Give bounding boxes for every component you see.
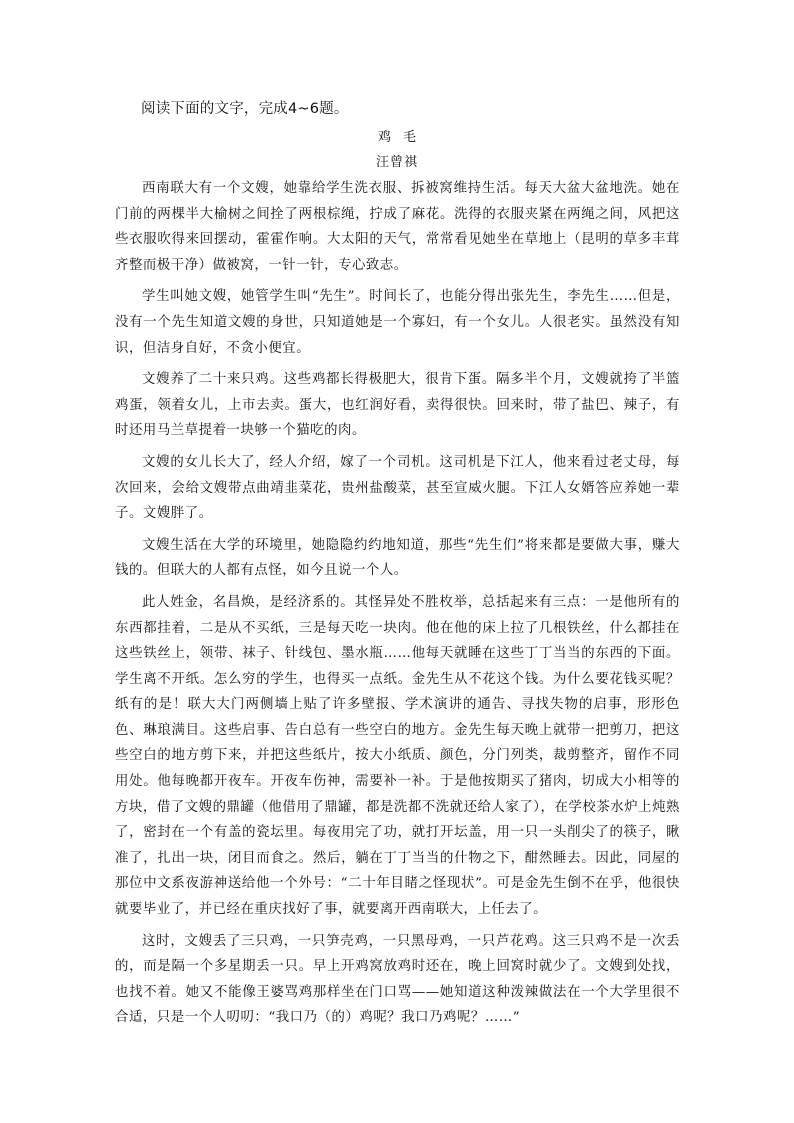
article-title: 鸡毛 (377, 130, 428, 145)
paragraph: 此人姓金，名昌焕，是经济系的。其怪异处不胜枚举，总括起来有三点：一是他所有的东西都挂着，二是从不买纸，三是每天吃一块肉。他在他的床上拉了几根铁丝，什么都挂在这些铁丝上，领带、袜子、针线包、墨水瓶……他每天就睡在这些丁丁当当的东西的下面。学生离不开纸。怎么穷的学生，也得买一点纸。金先生从不花这个钱。为什么要花钱买呢？纸有的是！联大大门两侧墙上贴了许多壁报、学术演讲的通告、寻找失物的启事，形形色色、琳琅满目。这些启事、告白总有一些空白的地方。金先生每天晚上就带一把剪刀，把这些空白的地方剪下来，并把这些纸片，按大小纸质、颜色，分门列类，裁剪整齐，留作不同用处。他每晚都开夜车。开夜车伤神，需要补一补。于是他按期买了猪肉，切成大小相等的方块，借了文嫂的鼎罐（他借用了鼎罐，都是洗都不洗就还给人家了），在学校茶水炉上炖熟了，密封在一个有盖的瓷坛里。每夜用完了功，就打开坛盖，用一只一头削尖了的筷子，瞅准了，扎出一块，闭目而食之。然后，躺在丁丁当当的什物之下，酣然睡去。因此，同屋的那位中文系夜游神送给他一个外号：“二十年目睹之怪现状”。可是金先生倒不在乎，他很快就要毕业了，并已经在重庆找好了事，就要离开西南联大，上任去了。 (115, 594, 680, 918)
paragraph: 学生叫她文嫂，她管学生叫“先生”。时间长了，也能分得出张先生，李先生……但是，没有一个先生知道文嫂的身世，只知道她是一个寡妇，有一个女儿。人很老实。虽然没有知识，但洁身自好，不贪小便宜。 (115, 289, 680, 356)
paragraph: 文嫂的女儿长大了，经人介绍，嫁了一个司机。这司机是下江人，他来看过老丈母，每次回来，会给文嫂带点曲靖韭菜花，贵州盐酸菜，甚至宣威火腿。下江人女婿答应养她一辈子。文嫂胖了。 (115, 454, 680, 522)
paragraph: 这时，文嫂丢了三只鸡，一只笋壳鸡，一只黑母鸡，一只芦花鸡。这三只鸡不是一次丢的，而是隔一个多星期丢一只。早上开鸡窝放鸡时还在，晚上回窝时就少了。文嫂到处找，也找不着。她又不能像王婆骂鸡那样坐在门口骂——她知道这种泼辣做法在一个大学里很不合适，只是一个人叨叨：“我口乃（的）鸡呢？我口乃鸡呢？……” (115, 933, 680, 1026)
question-instruction: 阅读下面的文字，完成4~6题。 (141, 101, 349, 117)
paragraph: 西南联大有一个文嫂，她靠给学生洗衣服、拆被窝维持生活。每天大盆大盆地洗。她在门前的两棵半大榆树之间拴了两根棕绳，拧成了麻花。洗得的衣服夹紧在两绳之间，风把这些衣服吹得来回摆动，霍霍作响。大太阳的天气，常常看见她坐在草地上（昆明的草多丰茸齐整而极干净）做被窝，一针一针，专心致志。 (115, 181, 680, 273)
paragraph: 文嫂养了二十来只鸡。这些鸡都长得极肥大，很肯下蛋。隔多半个月，文嫂就挎了半篮鸡蛋，领着女儿，上市去卖。蛋大，也红润好看，卖得很快。回来时，带了盐巴、辣子，有时还用马兰草提着一块够一个猫吃的肉。 (115, 372, 680, 439)
article-author: 汪曾祺 (375, 155, 418, 170)
article-body (115, 176, 680, 1037)
paragraph: 文嫂生活在大学的环境里，她隐隐约约地知道，那些“先生们”将来都是要做大事，赚大钱的。但联大的人都有点怪，如今且说一个人。 (115, 537, 680, 579)
